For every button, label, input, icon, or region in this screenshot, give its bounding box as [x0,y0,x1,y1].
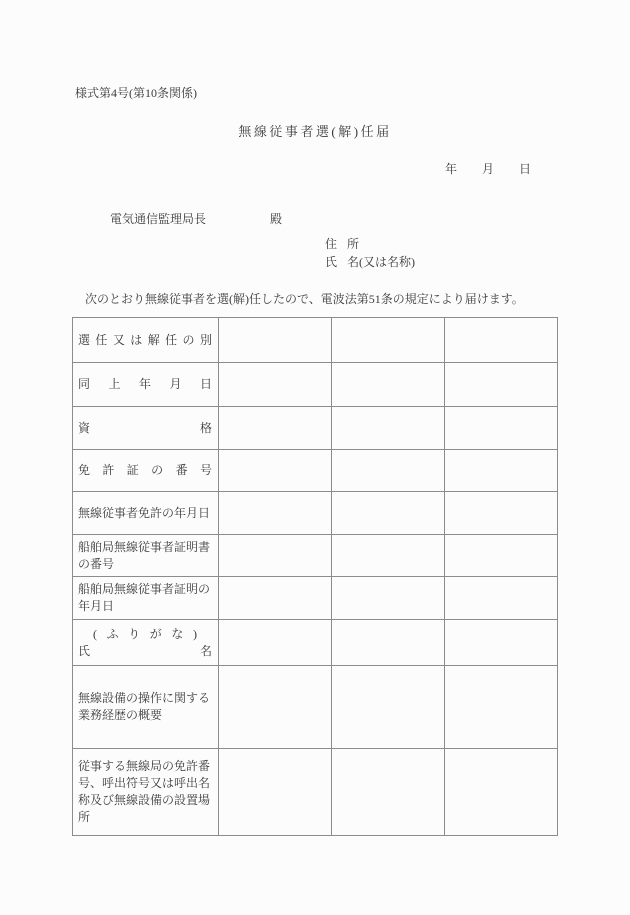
entry-cell [445,620,558,666]
table-row [73,318,558,363]
entry-cell [332,535,445,577]
entry-cell [445,450,558,492]
entry-cell [332,363,445,407]
entry-cell [219,363,332,407]
form-title: 無線従事者選(解)任届 [238,124,392,139]
entry-cell [445,666,558,749]
date-line [445,160,531,177]
entry-cell [332,620,445,666]
declaration-statement: 次のとおり無線従事者を選(解)任したので、電波法第51条の規定により届けます。 [85,292,524,306]
row-label-ship-certificate-number [73,535,219,577]
entry-cell [219,535,332,577]
entry-cell [332,577,445,620]
address-label: 住 所 [325,237,359,251]
row-label-name [73,620,219,666]
entry-cell [219,318,332,363]
row-label-qualification [73,407,219,450]
row-label-ship-certificate-date [73,577,219,620]
entry-cell [219,577,332,620]
entry-cell [219,749,332,836]
month-label: 月 [481,162,494,176]
name-line [325,253,415,270]
row-label-station-info [73,749,219,836]
row-label-text: 同 上 年 月 日 [78,377,212,391]
form-table [72,317,558,836]
entry-cell [219,666,332,749]
addressee-title: 電気通信監理局長 [110,212,207,226]
entry-cell [445,749,558,836]
entry-cell [332,666,445,749]
entry-cell [332,492,445,535]
furigana-label: ( ふ り が な ) [93,626,197,641]
row-label-text: 従事する無線局の免許番号、呼出符号又は呼出名称及び無線設備の設置場所 [78,759,211,824]
table-row [73,363,558,407]
row-label-license-number [73,450,219,492]
row-label-text: 資 格 [78,420,212,435]
entry-cell [445,407,558,450]
entry-cell [332,749,445,836]
entry-cell [219,407,332,450]
entry-cell [445,535,558,577]
table-row [73,666,558,749]
row-label-text: 無線従事者免許の年月日 [78,505,211,520]
name-label-suffix: (又は名称) [359,255,415,269]
row-label-appointment-date [73,363,219,407]
row-label-text: 船舶局無線従事者証明書の番号 [78,539,211,571]
row-label-text: 免 許 証 の 番 号 [78,463,212,477]
entry-cell [219,492,332,535]
entry-cell [445,492,558,535]
entry-cell [332,318,445,363]
name-label: 氏 名 [325,255,359,269]
entry-cell [445,318,558,363]
table-row [73,450,558,492]
row-label-text: 選 任 又 は 解 任 の 別 [78,332,212,347]
row-label-text: 無線設備の操作に関する業務経歴の概要 [78,691,211,722]
form-number: 様式第4号(第10条関係) [75,86,197,100]
row-label-license-grant-date [73,492,219,535]
table-row [73,407,558,450]
entry-cell [219,620,332,666]
day-label: 日 [518,162,531,176]
honorific-label: 殿 [270,212,283,226]
table-row [73,749,558,836]
table-row [73,620,558,666]
row-label-text: 船舶局無線従事者証明の年月日 [78,582,211,613]
table-row [73,577,558,620]
entry-cell [332,450,445,492]
table-row [73,535,558,577]
entry-cell [445,363,558,407]
entry-cell [332,407,445,450]
entry-cell [219,450,332,492]
table-row [73,492,558,535]
addressee-line [98,195,282,242]
entry-cell [445,577,558,620]
year-label: 年 [445,162,458,176]
row-label-appointment-type [73,318,219,363]
row-label-work-history [73,666,219,749]
row-label-text: 氏 名 [78,643,212,658]
